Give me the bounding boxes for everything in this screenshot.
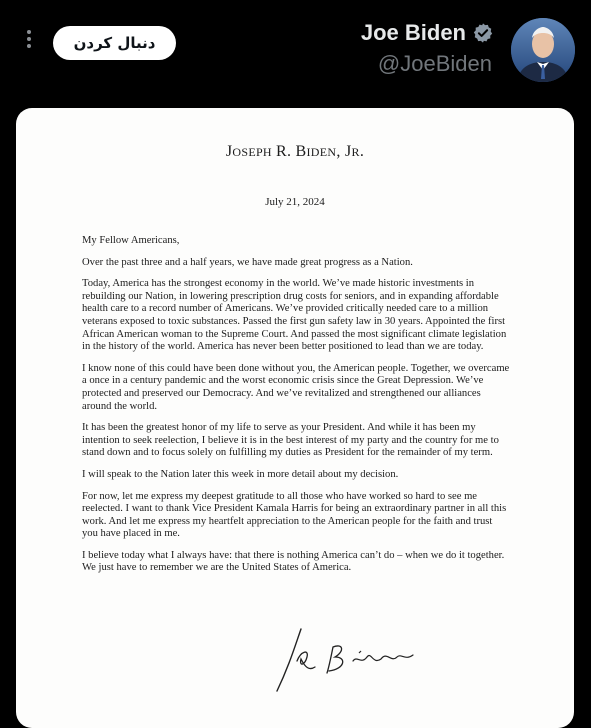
salutation: My Fellow Americans, — [82, 235, 180, 246]
letter-date: July 21, 2024 — [265, 196, 325, 208]
verified-badge-icon — [472, 22, 494, 44]
follow-button[interactable]: دنبال کردن — [53, 26, 176, 60]
letter-paragraph: I believe today what I always have: that there is nothing America can’t do – when we do it together. We just have to remember we are the United States of America. — [82, 549, 505, 574]
avatar[interactable] — [511, 18, 575, 82]
letter-paragraph: It has been the greatest honor of my life to serve as your President. And while it has been my intention to seek reelection, I believe it is in the best interest of my party and the country for me to stand down and to focus solely on fulfilling my duties as President for the remainder of my term. — [82, 422, 499, 459]
letter-paragraph: For now, let me express my deepest gratitude to all those who have worked so hard to see me reelected. I want to thank Vice President Kamala Harris for being an extraordinary partner in all this work. And let me express my heartfelt appreciation to the American people for the faith and trust you have placed in me. — [82, 490, 507, 540]
user-handle[interactable]: @JoeBiden — [377, 51, 492, 76]
letterhead: JOSEPH R. BIDEN, JR. — [225, 143, 365, 160]
signature — [271, 621, 431, 701]
display-name[interactable]: Joe Biden — [360, 20, 466, 45]
tweet-header — [0, 0, 591, 108]
name-row — [361, 16, 494, 50]
avatar-image — [511, 18, 575, 82]
letter-paragraph: I will speak to the Nation later this week in more detail about my decision. — [82, 468, 399, 480]
letter-body — [82, 235, 510, 584]
letter-paragraph: Over the past three and a half years, we have made great progress as a Nation. — [82, 256, 413, 268]
letter-paragraph: Today, America has the strongest economy in the world. We’ve made historic investments in rebuilding our Nation, in lowering prescription drug costs for seniors, and in expanding affordable health care to a record number of Americans. We’ve provided critically needed care to a million veterans exposed to toxic substances. Passed the first gun safety law in 30 years. Appointed the first African American woman to the Supreme Court. And passed the most significant climate legislation in the history of the world. America has never been better positioned to lead than we are today. — [82, 278, 507, 353]
letter-image — [16, 108, 574, 728]
letter-paragraph: I know none of this could have been done without you, the American people. Together, we overcame a once in a century pandemic and the worst economic crisis since the Great Depression. We’ve protected and preserved our Democracy. And we’ve revitalized and strengthened our alliances around the world. — [82, 362, 510, 412]
more-vertical-icon[interactable] — [22, 30, 36, 56]
